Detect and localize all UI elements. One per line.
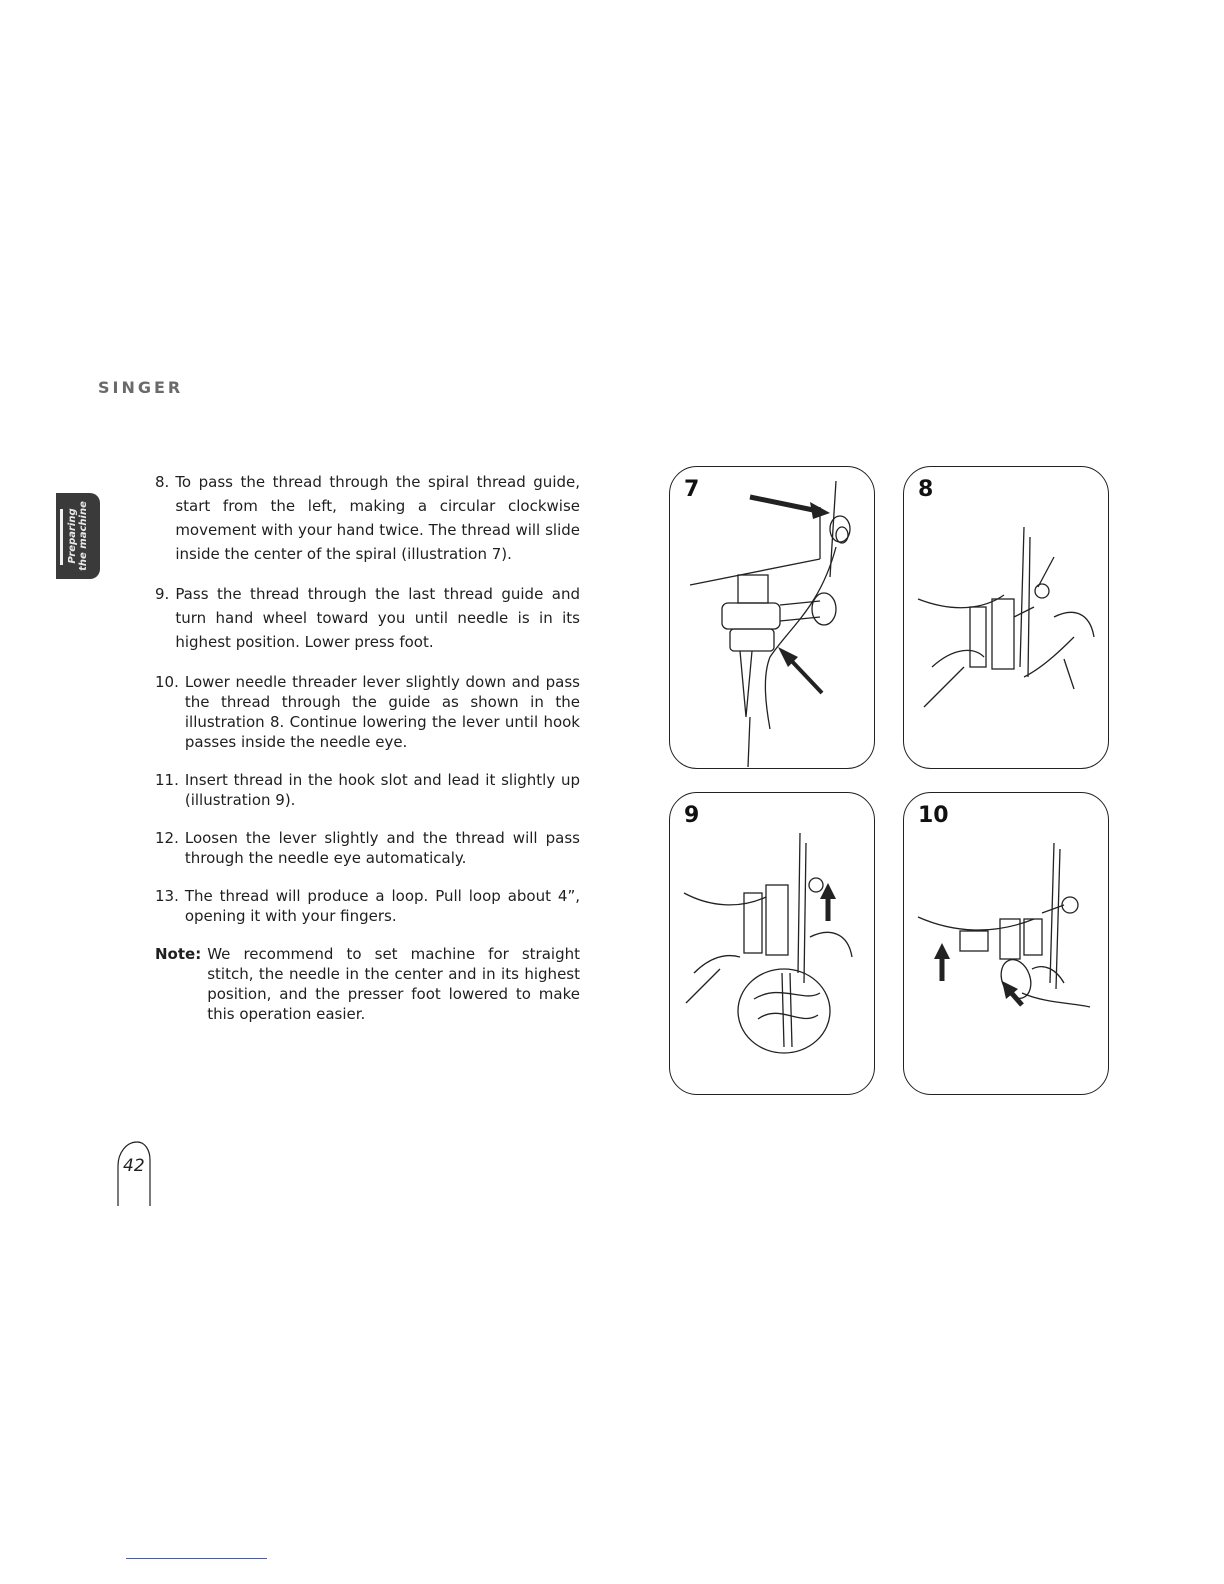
illustration-9 — [669, 792, 875, 1095]
step-number: 8. — [155, 473, 170, 491]
step-text: Lower needle threader lever slightly down and pass the thread through the guide as shown in the illustration 8. Continue lowering the lever until hook passes inside the needle eye. — [184, 673, 580, 751]
needle-threader-drawing — [904, 467, 1110, 770]
page-number-text: 42 — [123, 1156, 145, 1176]
tab-divider — [60, 509, 63, 565]
instruction-list — [155, 470, 580, 1040]
step-number: 13. — [155, 887, 179, 905]
thread-guide-drawing — [670, 467, 876, 770]
step-number: 9. — [155, 585, 170, 603]
brand-logo: SINGER — [98, 378, 184, 397]
note-text: We recommend to set machine for straight stitch, the needle in the center and in its highest position, and the presser foot lowered to make this operation easier. — [207, 945, 580, 1023]
step-item — [155, 470, 580, 566]
hook-slot-drawing — [670, 793, 876, 1096]
step-item — [155, 582, 580, 654]
step-text: Loosen the lever slightly and the thread will pass through the needle eye automaticaly. — [184, 829, 580, 867]
illustration-number: 8 — [918, 477, 934, 502]
page-number — [117, 1140, 151, 1206]
step-item — [155, 670, 580, 752]
illustration-number: 10 — [918, 803, 949, 828]
step-number: 11. — [155, 771, 179, 789]
step-number: 10. — [155, 673, 179, 691]
section-tab-line-2: the machine — [78, 501, 89, 571]
step-number: 12. — [155, 829, 179, 847]
footer-rule — [126, 1558, 267, 1559]
section-tab — [56, 493, 100, 579]
section-tab-line-1: Preparing — [67, 508, 78, 564]
step-item — [155, 884, 580, 926]
illustration-number: 9 — [684, 803, 700, 828]
step-item — [155, 826, 580, 868]
section-tab-label — [67, 501, 89, 571]
illustration-7 — [669, 466, 875, 769]
illustration-number: 7 — [684, 477, 700, 502]
pull-loop-drawing — [904, 793, 1110, 1096]
note — [155, 942, 580, 1024]
illustration-8 — [903, 466, 1109, 769]
note-label: Note: — [155, 945, 202, 963]
step-item — [155, 768, 580, 810]
illustration-10 — [903, 792, 1109, 1095]
step-text: To pass the thread through the spiral thread guide, start from the left, making a circular clockwise movement with your hand twice. The thread will slide inside the center of the spiral (illustration 7). — [175, 473, 580, 563]
step-text: Pass the thread through the last thread guide and turn hand wheel toward you until needle is in its highest position. Lower press foot. — [175, 585, 580, 651]
step-text: The thread will produce a loop. Pull loop about 4”, opening it with your fingers. — [184, 887, 580, 925]
step-text: Insert thread in the hook slot and lead it slightly up (illustration 9). — [184, 771, 580, 809]
